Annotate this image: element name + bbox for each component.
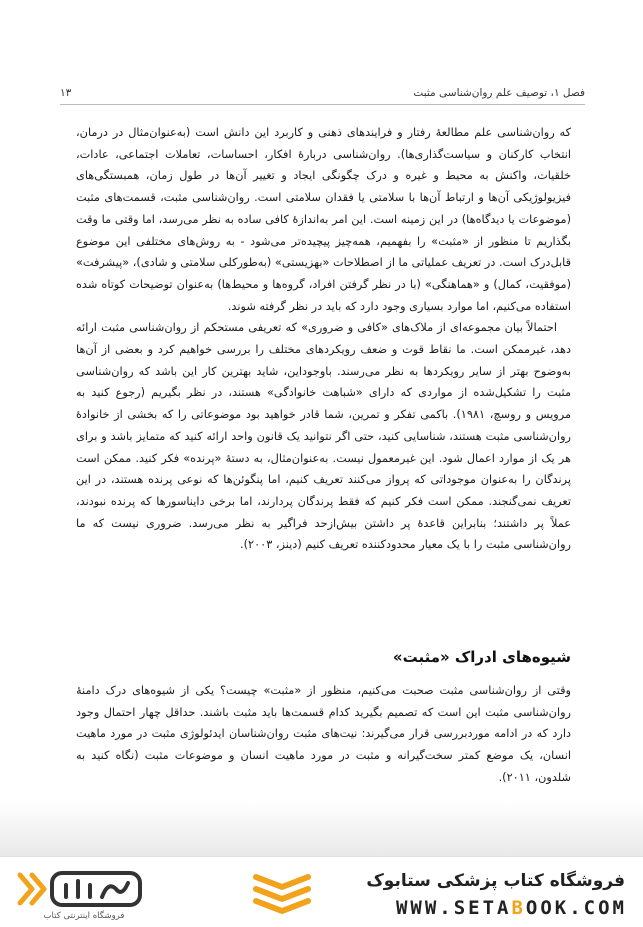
running-header [60, 84, 585, 102]
store-name: فروشگاه کتاب پزشکی ستابوک [366, 871, 625, 891]
url-prefix: WWW.SETA [395, 897, 512, 919]
url-suffix: OOK.COM [525, 897, 627, 919]
url-accent-letter: B [511, 897, 526, 919]
book-stack-icon [252, 869, 312, 917]
section-body [76, 680, 571, 789]
paragraph-2: احتمالاً بیان مجموعه‌ای از ملاک‌های «کافی و ضروری» که تعریفی مستحکم از روان‌شناسی مثبت ارائه دهد، غیرممکن است. ما نقاط قوت و ضعف رویکردهای مختلف را بررسی خواهیم کرد و بعضی از آن‌ها به‌وضوح بهتر از سایر رویکردها به نظر می‌رسند. باوجوداین، شاید بهترین کار این باشد که روان‌شناسی مثبت را تشکیل‌شده از مواردی که دارای «شباهت خانوادگی» هستند، در نظر بگیریم (رجوع کنید به مرویس و روسچ، ۱۹۸۱). باکمی تفکر و تمرین، شما قادر خواهید بود موضوعاتی را که بخشی از خانوادهٔ روان‌شناسی مثبت هستند، شناسایی کنید، حتی اگر نتوانید یک قانون واحد ارائه کنید که متمایز باشد و برای هر یک از موارد اعمال شود. این غیرمعمول نیست. به‌عنوان‌مثال، به دستهٔ «پرنده» فکر کنید. ممکن است پرندگان را به‌عنوان موجوداتی که پرواز می‌کنند تعریف کنیم، اما پنگوئن‌ها که نوعی پرنده هستند، در این تعریف نمی‌گنجند. ممکن است فکر کنیم که فقط پرندگان پردارند، اما برخی دایناسورها که پرنده نبودند، عملاً پر داشتند؛ بنابراین قاعدهٔ پر داشتن بیش‌ازحد فراگیر به نظر می‌رسد. ضروری نیست که ما روان‌شناسی مثبت را با یک معیار محدودکننده تعریف کنیم (دینز، ۲۰۰۳). [76, 321, 571, 552]
paragraph-1: که روان‌شناسی علم مطالعهٔ رفتار و فرایندهای ذهنی و کاربرد این دانش است (به‌عنوان‌مثال در درمان، انتخاب کارکنان و سیاست‌گذاری‌ها). روان‌شناسی دربارهٔ افکار، احساسات، تعاملات اجتماعی، عادات، خلقیات، واکنش به محیط و غیره و درک چگونگی ایجاد و تغییر آن‌ها در طول زمان، همبستگی‌های فیزیولوژیکی آن‌ها و ارتباط آن‌ها با سلامتی یا فقدان سلامتی است. روان‌شناسی مثبت، قسمت‌های مثبت (موضوعات یا دیدگاه‌ها) در این زمینه است. این امر به‌اندازهٔ کافی ساده به نظر می‌رسد، اما وقتی ما وقت بگذاریم تا منظور از «مثبت» را بفهمیم، همه‌چیز پیچیده‌تر می‌شود - به روش‌های مختلفی این موضوع قابل‌درک است. در تعریف عملیاتی ما از اصطلاحات «بهزیستی» (به‌طورکلی سلامتی و شادی)، «پیشرفت» (موفقیت، کمال) و «هماهنگی» (با در نظر گرفتن افراد، گروه‌ها و محیط‌ها) به‌عنوان توضیحات کوتاه شده استفاده می‌کنیم، اما موارد بسیاری وجود دارد که باید در نظر گرفته شوند. [76, 126, 571, 313]
chapter-title: فصل ۱، توصیف علم روان‌شناسی مثبت [413, 87, 585, 99]
page-shadow [0, 800, 643, 856]
header-rule [60, 104, 585, 105]
logo-tagline: فروشگاه اینترنتی کتاب [43, 911, 125, 921]
store-footer [0, 856, 643, 927]
section-heading: شیوه‌های ادراک «مثبت» [392, 648, 571, 666]
body-text [76, 122, 571, 556]
section-paragraph-1: وقتی از روان‌شناسی مثبت صحبت می‌کنیم، منظور از «مثبت» چیست؟ یکی از شیوه‌های درک دامنهٔ روان‌شناسی مثبت این است که تصمیم بگیرید کدام قسمت‌ها باید مثبت باشند. حداقل چهار احتمال وجود دارد که در ادامه موردبررسی قرار می‌گیرند: نیت‌های مثبت روان‌شناسان ایدئولوژی مثبت در مورد ماهیت انسان، یک موضع کمتر سخت‌گیرانه و مثبت در مورد ماهیت انسان و موضوعات مثبت (نگاه کنید به شلدون، ۲۰۱۱). [76, 684, 571, 784]
store-url[interactable] [396, 897, 627, 919]
setabook-logo-icon [16, 867, 146, 911]
page-number: ۱۳ [60, 87, 72, 99]
